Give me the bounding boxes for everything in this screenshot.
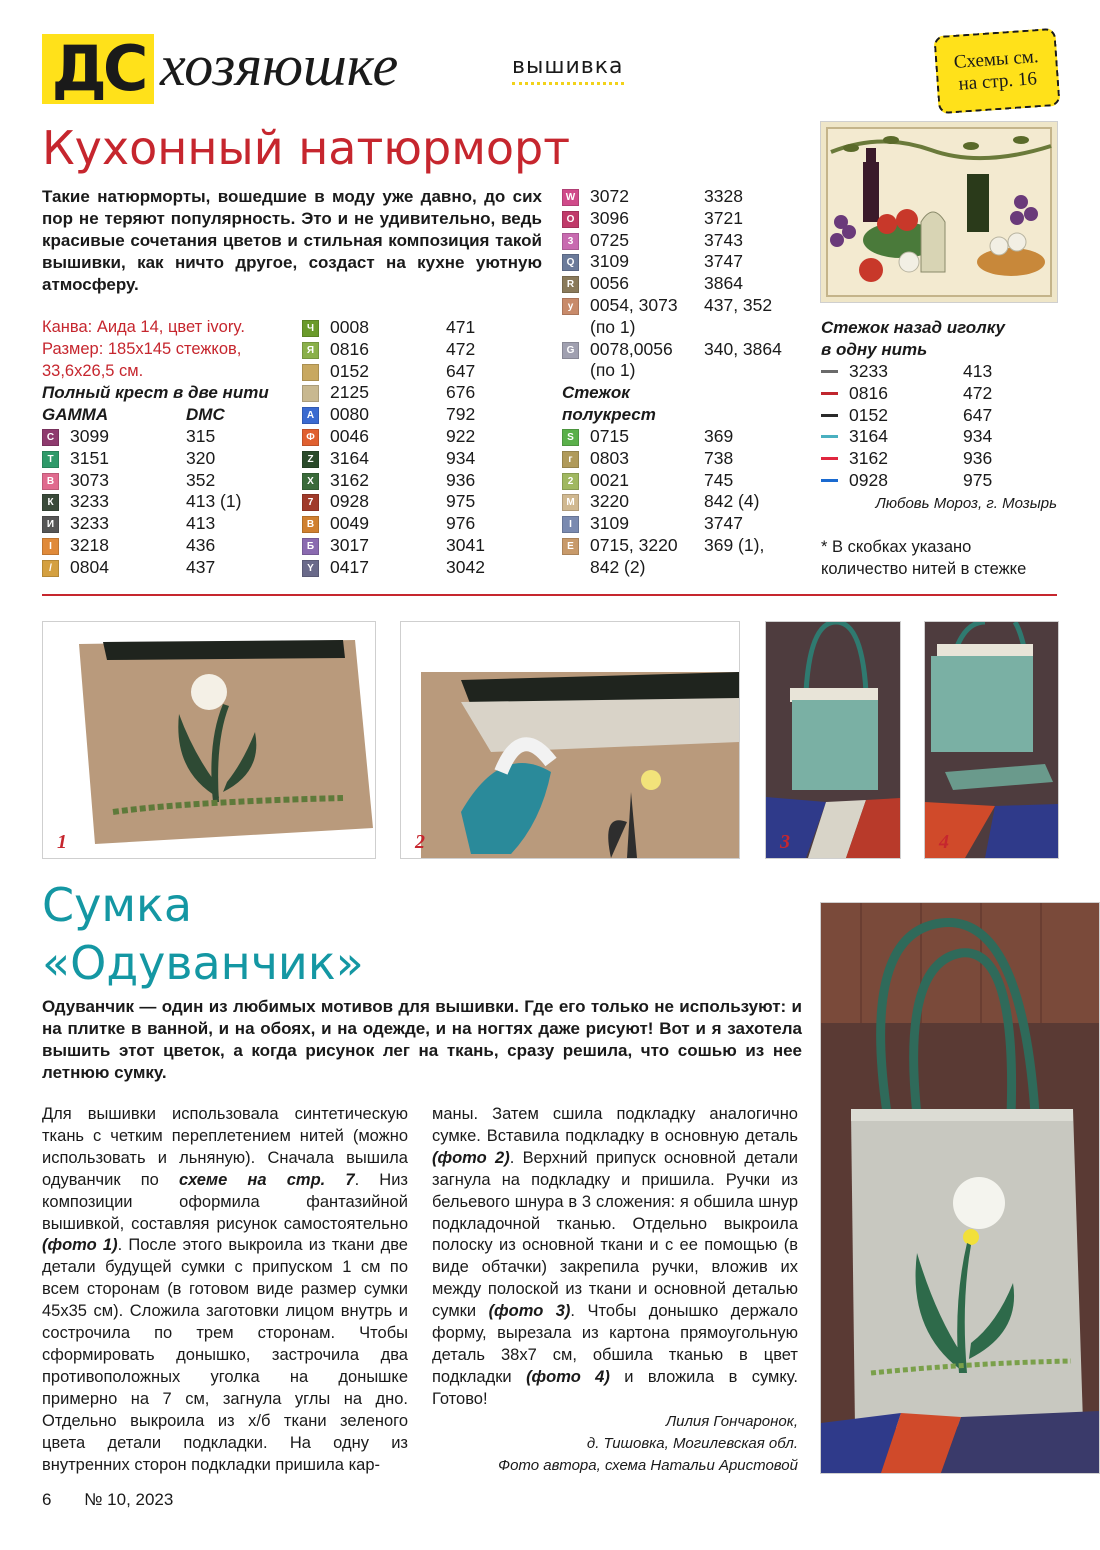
backstitch-line-swatch (821, 414, 838, 417)
body-col1-text-e: . После этого выкроила из ткани две детали будущей сумки с припуском 1 см по всем сторонам (в готовом виде размер сумки 45х35 см). Сложила заготовки лицом внутрь и сострочила по трем сторонам. Чтобы сформировать донышко, застрочила два противоположных уголка на донышке примерно на 7 см, загнула углы на дно. Отдельно выкроила из х/б ткани зеленого цвета детали подкладки. На одну из внутренних сторон подкладки пришила кар- (42, 1236, 408, 1474)
article2-title (42, 880, 364, 988)
size-info-line1: Размер: 185х145 стежков, (42, 339, 242, 358)
dmc-code: 436 (186, 534, 216, 555)
thread-symbol-swatch: E (562, 538, 579, 555)
photo-2-number: 2 (415, 831, 425, 853)
body-col2-text-g: и вложила в сумку. Готово! (432, 1367, 798, 1408)
dmc-code: 3747 (704, 251, 743, 272)
photo-1 (42, 621, 376, 859)
gamma-code: 3164 (330, 447, 369, 468)
embroidered-fabric-image (43, 622, 375, 858)
thread-symbol-swatch: Ч (302, 320, 319, 337)
gamma-code: 3164 (849, 426, 888, 447)
dmc-code: 975 (446, 491, 476, 512)
still-life-embroidery-image (821, 122, 1057, 302)
gamma-code: 3162 (330, 469, 369, 490)
credit-photo: Фото автора, схема Натальи Аристовой (498, 1456, 798, 1474)
thread-row (42, 426, 292, 448)
gamma-code: 0725 (590, 229, 629, 250)
gamma-code: 0715 (590, 426, 629, 446)
thread-row (302, 339, 552, 361)
gamma-code: 3109 (590, 513, 629, 534)
thread-symbol-swatch: 3 (562, 233, 579, 250)
article2-credits (432, 1411, 798, 1477)
thread-row (42, 470, 292, 492)
dmc-code: 934 (963, 426, 993, 447)
gamma-code: 3072 (590, 186, 629, 206)
gamma-code: 0054, 3073 (590, 294, 678, 315)
dmc-code: 320 (186, 447, 216, 468)
photo-4-number: 4 (939, 831, 949, 853)
article1-title: Кухонный натюрморт (42, 121, 571, 175)
schemes-note-line1: Схемы см. (953, 46, 1040, 73)
thread-row (42, 535, 292, 557)
thread-symbol-swatch: 7 (302, 494, 319, 511)
dmc-code: 3042 (446, 556, 485, 577)
gamma-code: 3162 (849, 448, 888, 469)
thread-table-col3b (562, 426, 812, 579)
thread-row (302, 513, 552, 535)
article2-title-line2: «Одуванчик» (42, 936, 364, 990)
bag-bottom-board-image (925, 622, 1058, 858)
gamma-code: 0021 (590, 469, 629, 490)
thread-symbol-swatch: O (562, 211, 579, 228)
thread-row (562, 186, 812, 208)
gamma-code: 0803 (590, 447, 629, 468)
thread-row (821, 426, 1061, 448)
photo4-ref: (фото 4) (526, 1367, 610, 1386)
dmc-code: 936 (446, 469, 476, 490)
thread-row (562, 513, 812, 535)
gamma-code: 3017 (330, 534, 369, 555)
article1-author: Любовь Мороз, г. Мозырь (875, 495, 1057, 512)
thread-row (562, 339, 812, 361)
photo-2 (400, 621, 740, 859)
gamma-code: 0049 (330, 513, 369, 534)
gamma-code: 0078,0056 (590, 338, 673, 359)
thread-symbol-swatch: X (302, 473, 319, 490)
thread-note: 842 (2) (590, 556, 646, 577)
thread-row (302, 317, 552, 339)
thread-row (302, 448, 552, 470)
thread-table-col3 (562, 186, 812, 382)
backstitch-line-swatch (821, 479, 838, 482)
thread-symbol-swatch: Б (302, 538, 319, 555)
thread-symbol-swatch: G (562, 342, 579, 359)
article1-footnote: * В скобках указано количество нитей в стежке (821, 538, 1027, 578)
ironing-fabric-image (401, 622, 739, 858)
thread-row (821, 383, 1061, 405)
thread-symbol-swatch: R (562, 276, 579, 293)
photo-4 (924, 621, 1059, 859)
thread-row (562, 251, 812, 273)
article2-body-col1 (42, 1104, 408, 1476)
body-col1-text-a: Для вышивки использовала синтетическую ткань с четким переплетением нитей (можно использовать и льняную). Сначала вышила одуванчик по (42, 1105, 408, 1189)
article2-intro: Одуванчик — один из любимых мотивов для вышивки. Где его только не используют: и на плитке в ванной, и на обоях, и на одежде, и на ногтях даже рисуют! Вот и я захотела вышить этот цветок, а когда рисунок лег на ткань, сразу решила, что сошью из нее летнюю сумку. (42, 997, 802, 1082)
size-info-line2: 33,6х26,5 см. (42, 361, 144, 380)
gamma-code: 2125 (330, 382, 369, 403)
dmc-code: 738 (704, 447, 734, 468)
thread-table-col1 (42, 426, 292, 579)
dmc-code: 437, 352 (704, 294, 773, 315)
gamma-code: 0046 (330, 425, 369, 446)
dmc-code: 437 (186, 556, 216, 577)
photo-3-number: 3 (780, 831, 790, 853)
thread-row (42, 513, 292, 535)
dmc-code: 471 (446, 317, 476, 337)
gamma-code: 0417 (330, 556, 369, 577)
dmc-code: 3747 (704, 513, 743, 534)
gamma-code: 0928 (849, 469, 888, 490)
thread-symbol-swatch: Т (42, 451, 59, 468)
credit-author: Лилия Гончаронок, (665, 1413, 798, 1430)
dmc-code: 976 (446, 513, 476, 534)
gamma-code: 0804 (70, 556, 109, 577)
thread-row-continuation (562, 557, 812, 579)
dmc-code: 315 (186, 426, 216, 446)
thread-symbol-swatch: S (562, 429, 579, 446)
thread-symbol-swatch: W (562, 189, 579, 206)
dmc-code: 647 (446, 360, 476, 381)
thread-row (821, 470, 1061, 492)
dmc-code: 340, 3864 (704, 338, 782, 359)
thread-symbol-swatch: Z (302, 451, 319, 468)
dmc-code: 413 (1) (186, 491, 242, 512)
gamma-code: 3096 (590, 207, 629, 228)
thread-row (562, 448, 812, 470)
dmc-code: 975 (963, 469, 993, 490)
magazine-logo-word: хозяюшке (160, 33, 399, 98)
thread-symbol-swatch: I (42, 538, 59, 555)
thread-note: (по 1) (590, 360, 636, 381)
page-footer (42, 1490, 173, 1510)
thread-symbol-swatch: Q (562, 254, 579, 271)
backstitch-heading-line2: в одну нить (821, 340, 928, 359)
section-label: вышивка (512, 54, 624, 85)
thread-symbol-swatch: С (42, 429, 59, 446)
backstitch-heading-line1: Стежок назад иголку (821, 318, 1005, 337)
dmc-code: 647 (963, 404, 993, 425)
thread-row (562, 426, 812, 448)
body-col2-text-e: . Чтобы донышко держало форму, вырезала из картона прямоугольную деталь 38х7 см, обшила тканью в цвет подкладки (432, 1302, 798, 1386)
thread-symbol-swatch: A (302, 407, 319, 424)
dmc-code: 842 (4) (704, 491, 760, 512)
photo-3 (765, 621, 901, 859)
dmc-code: 472 (446, 338, 476, 359)
article2-title-line1: Сумка (42, 878, 193, 932)
thread-row (821, 405, 1061, 427)
gamma-code: 3151 (70, 447, 109, 468)
photo3-ref: (фото 3) (488, 1302, 571, 1321)
body-col1-text-c: . Низ композиции оформила фантазийной вышивкой, составляя рисунок самостоятельно (42, 1170, 408, 1233)
dmc-code: 413 (186, 513, 216, 534)
thread-row-continuation (562, 317, 812, 339)
gamma-code: 3220 (590, 491, 629, 512)
thread-row (562, 535, 812, 557)
thread-row (42, 491, 292, 513)
canvas-info: Канва: Аида 14, цвет ivory. (42, 318, 245, 336)
dmc-code: 792 (446, 404, 476, 425)
thread-row (302, 557, 552, 579)
half-cross-heading-line1: Стежок (562, 383, 630, 402)
gamma-code: 0816 (849, 382, 888, 403)
thread-row (302, 361, 552, 383)
thread-symbol-swatch: К (42, 494, 59, 511)
thread-row (562, 295, 812, 317)
article2-body-col2 (432, 1104, 798, 1411)
thread-row-continuation (562, 360, 812, 382)
dmc-code: 3721 (704, 207, 743, 228)
backstitch-line-swatch (821, 392, 838, 395)
dmc-code: 413 (963, 361, 993, 381)
thread-row (562, 491, 812, 513)
thread-note: (по 1) (590, 316, 636, 337)
dmc-code: 922 (446, 425, 476, 446)
dmc-code: 3864 (704, 273, 743, 294)
thread-symbol-swatch: I (562, 516, 579, 533)
issue-number: № 10, 2023 (84, 1490, 174, 1509)
dmc-code: 369 (704, 426, 734, 446)
still-life-embroidery-photo (820, 121, 1058, 303)
gamma-code: 0152 (849, 404, 888, 425)
bag-lining-image (766, 622, 900, 858)
body-col2-text-a: маны. Затем сшила подкладку аналогично сумке. Вставила подкладку в основную деталь (432, 1105, 798, 1145)
schemes-note-line2: на стр. 16 (957, 68, 1038, 95)
thread-symbol-swatch: М (562, 494, 579, 511)
half-cross-heading-line2: полукрест (562, 405, 656, 424)
thread-row (562, 230, 812, 252)
dmc-code: 936 (963, 448, 993, 469)
thread-symbol-swatch: г (562, 451, 579, 468)
thread-row (302, 382, 552, 404)
dmc-code: 3328 (704, 186, 743, 206)
photo2-ref: (фото 2) (432, 1148, 510, 1167)
thread-table-col2 (302, 317, 552, 579)
article1-intro: Такие натюрморты, вошедшие в моду уже давно, до сих пор не теряют популярность. Это и не удивительно, ведь красивые сочетания цветов и стильная композиция такой вышивки, как ничто другое, создаст на кухне уютную атмосферу. (42, 187, 542, 294)
thread-symbol-swatch: Я (302, 342, 319, 359)
thread-row (562, 470, 812, 492)
dmc-code: 352 (186, 469, 216, 490)
gamma-code: 3218 (70, 534, 109, 555)
full-cross-heading: Полный крест в две нити (42, 383, 269, 402)
body-col2-text-c: . Верхний припуск основной детали загнула на подкладку и пришила. Ручки из бельевого шнура в 3 сложения: я обшила шнур подкладочной тканью. Отдельно выкроила полоску из основной ткани и с ее помощью (в виде обтачки) закрепила ручки, вложив их между полоской из ткани и основной деталью сумки (432, 1148, 798, 1321)
thread-symbol-swatch (302, 385, 319, 402)
photo-1-number: 1 (57, 831, 67, 853)
gamma-code: 3233 (70, 513, 109, 534)
gamma-code: 0008 (330, 317, 369, 337)
dandelion-bag-image (821, 903, 1099, 1473)
thread-symbol-swatch: В (42, 473, 59, 490)
thread-symbol-swatch: В (302, 516, 319, 533)
dmc-code: 3743 (704, 229, 743, 250)
schemes-note-badge (933, 28, 1060, 114)
thread-row (302, 491, 552, 513)
thread-row (562, 208, 812, 230)
gamma-code: 0715, 3220 (590, 534, 678, 555)
gamma-code: 3099 (70, 426, 109, 446)
backstitch-line-swatch (821, 435, 838, 438)
thread-row (42, 448, 292, 470)
photo1-ref: (фото 1) (42, 1236, 118, 1255)
backstitch-line-swatch (821, 370, 838, 373)
thread-symbol-swatch: И (42, 516, 59, 533)
thread-symbol-swatch: 2 (562, 473, 579, 490)
gamma-code: 0080 (330, 404, 369, 425)
dmc-code: 676 (446, 382, 476, 403)
thread-symbol-swatch (302, 364, 319, 381)
gamma-code: 3233 (70, 491, 109, 512)
gamma-code: 0816 (330, 338, 369, 359)
dmc-code: 369 (1), (704, 534, 765, 555)
gamma-code: 3073 (70, 469, 109, 490)
dmc-code: 745 (704, 469, 734, 490)
thread-symbol-swatch: у (562, 298, 579, 315)
thread-table-col4 (821, 361, 1061, 492)
backstitch-line-swatch (821, 457, 838, 460)
thread-symbol-swatch: Y (302, 560, 319, 577)
dmc-code: 934 (446, 447, 476, 468)
thread-row (302, 404, 552, 426)
gamma-code: 3109 (590, 251, 629, 272)
col-gamma-header: GAMMA (42, 405, 109, 424)
section-divider (42, 594, 1057, 596)
thread-row (302, 535, 552, 557)
dmc-code: 472 (963, 382, 993, 403)
materials-block (42, 317, 245, 382)
scheme-ref: схеме на стр. 7 (179, 1170, 355, 1189)
gamma-code: 0152 (330, 360, 369, 381)
thread-symbol-swatch: / (42, 560, 59, 577)
thread-row (302, 426, 552, 448)
magazine-logo-ds: ДС (42, 34, 154, 104)
dmc-code: 3041 (446, 534, 485, 555)
thread-row (562, 273, 812, 295)
thread-row (302, 470, 552, 492)
gamma-code: 0056 (590, 273, 629, 294)
col-dmc-header: DMC (186, 405, 225, 424)
dandelion-bag-photo (820, 902, 1100, 1474)
thread-row (821, 448, 1061, 470)
thread-row (821, 361, 1061, 383)
thread-row (42, 557, 292, 579)
gamma-code: 0928 (330, 491, 369, 512)
thread-symbol-swatch: Ф (302, 429, 319, 446)
gamma-code: 3233 (849, 361, 888, 381)
credit-location: д. Тишовка, Могилевская обл. (586, 1434, 798, 1452)
page-number: 6 (42, 1490, 52, 1509)
